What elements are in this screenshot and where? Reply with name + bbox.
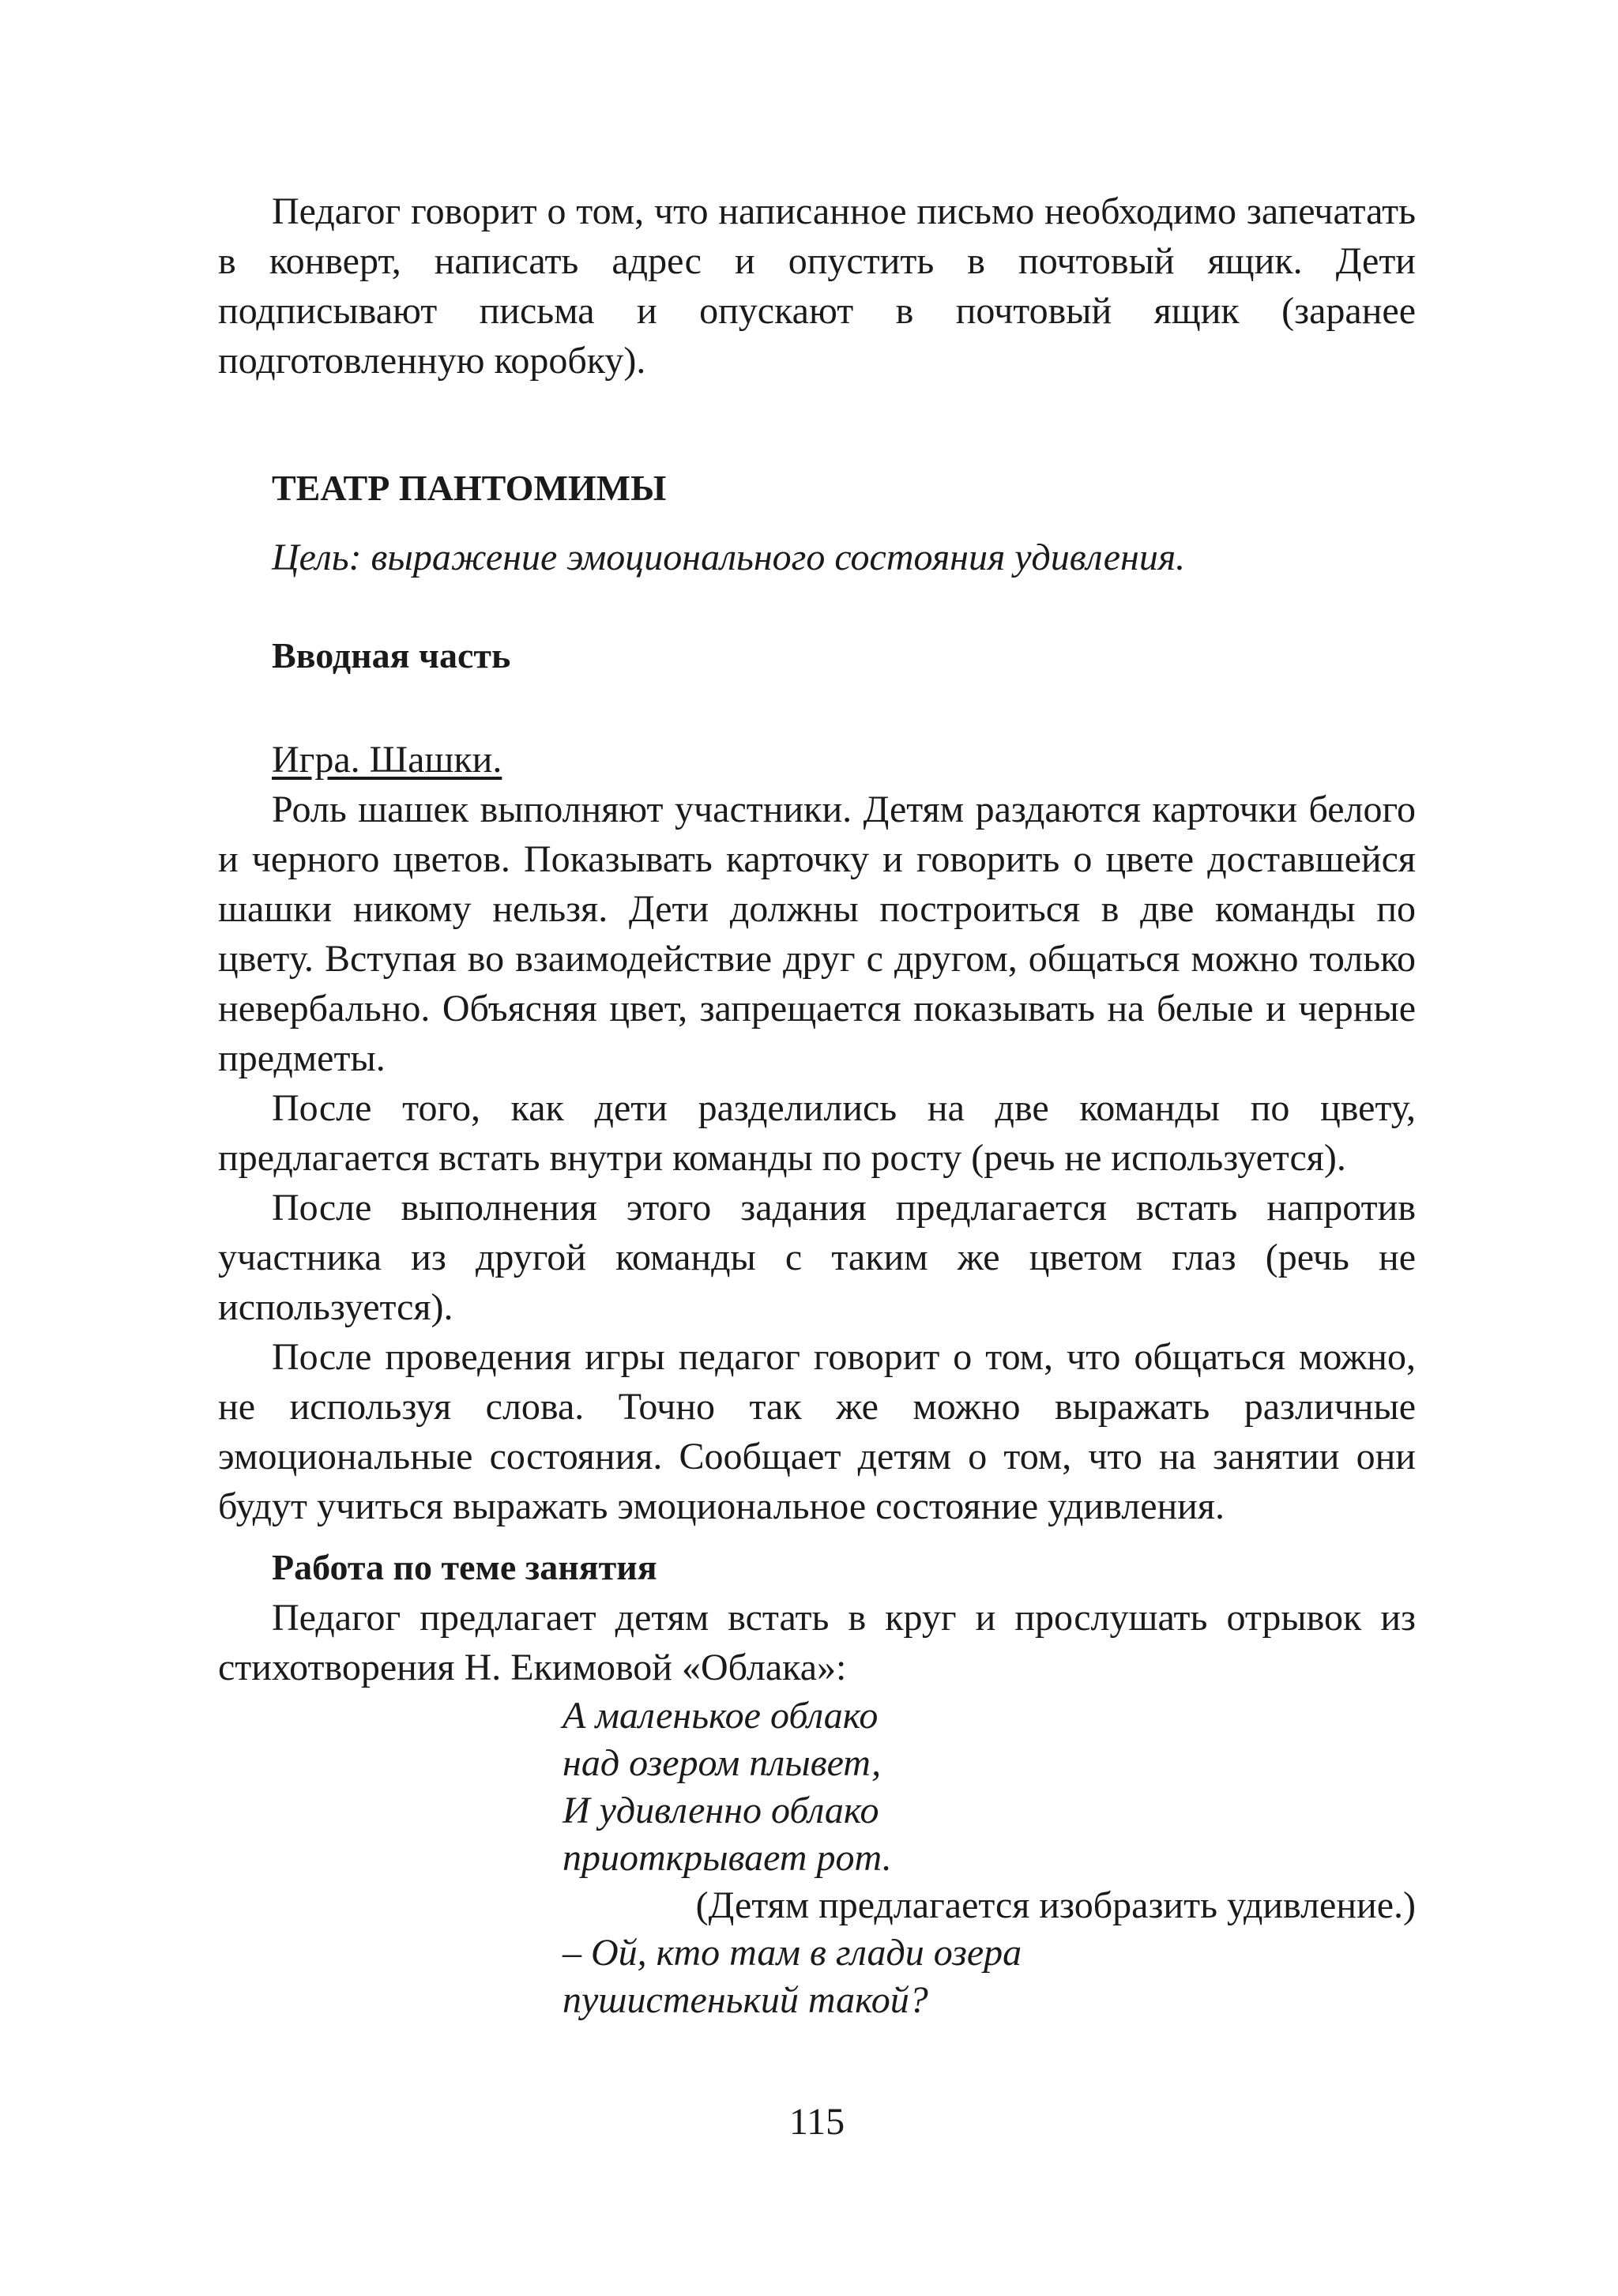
intro-part-heading: Вводная часть bbox=[272, 635, 511, 676]
poem-line: приоткрывает рот. bbox=[563, 1837, 892, 1879]
game-description bbox=[218, 785, 1416, 1531]
game-paragraph-4: После проведения игры педагог говорит о том, что общаться можно, не используя слова. Точно так же можно выражать различные эмоциональные состояния. Сообщает детям о том, что на занятии они будут учиться выражать эмоциональное состояние удивления. bbox=[218, 1336, 1416, 1527]
intro-paragraph: Педагог говорит о том, что написанное письмо необходимо запечатать в конверт, написать адрес и опустить в почтовый ящик. Дети подписывают письма и опускают в почтовый ящик (заранее подготовленную коробку). bbox=[218, 190, 1416, 382]
game-title: Игра. Шашки. bbox=[272, 739, 502, 781]
book-page bbox=[218, 0, 1416, 2296]
poem-line: – Ой, кто там в глади озера bbox=[563, 1932, 1022, 1974]
poem-line: над озером плывет, bbox=[563, 1742, 882, 1784]
section-goal: Цель: выражение эмоционального состояния удивления. bbox=[272, 536, 1186, 578]
work-part-heading: Работа по теме занятия bbox=[272, 1547, 657, 1587]
intro-block bbox=[218, 186, 1416, 386]
poem-line: пушистенький такой? bbox=[563, 1979, 928, 2021]
game-paragraph-2: После того, как дети разделились на две команды по цвету, предлагается встать внутри команды по росту (речь не используется). bbox=[218, 1087, 1416, 1179]
poem-excerpt bbox=[563, 1692, 1416, 2024]
work-description bbox=[218, 1593, 1416, 1692]
section-title: ТЕАТР ПАНТОМИМЫ bbox=[272, 468, 667, 508]
poem-line: А маленькое облако bbox=[563, 1695, 879, 1737]
page-number: 115 bbox=[788, 2101, 845, 2143]
game-paragraph-3: После выполнения этого задания предлагается встать напротив участника из другой команды с таким же цветом глаз (речь не используется). bbox=[218, 1187, 1416, 1328]
poem-line: И удивленно облако bbox=[563, 1790, 879, 1831]
work-paragraph: Педагог предлагает детям встать в круг и прослушать отрывок из стихотворения Н. Екимовой «Облака»: bbox=[218, 1597, 1416, 1688]
poem-stage-note: (Детям предлагается изобразить удивление.) bbox=[695, 1884, 1416, 1926]
game-paragraph-1: Роль шашек выполняют участники. Детям раздаются карточки белого и черного цветов. Показывать карточку и говорить о цвете доставшейся шашки никому нельзя. Дети должны построиться в две команды по цвету. Вступая во взаимодействие друг с другом, общаться можно только невербально. Объясняя цвет, запрещается показывать на белые и черные предметы. bbox=[218, 789, 1416, 1079]
